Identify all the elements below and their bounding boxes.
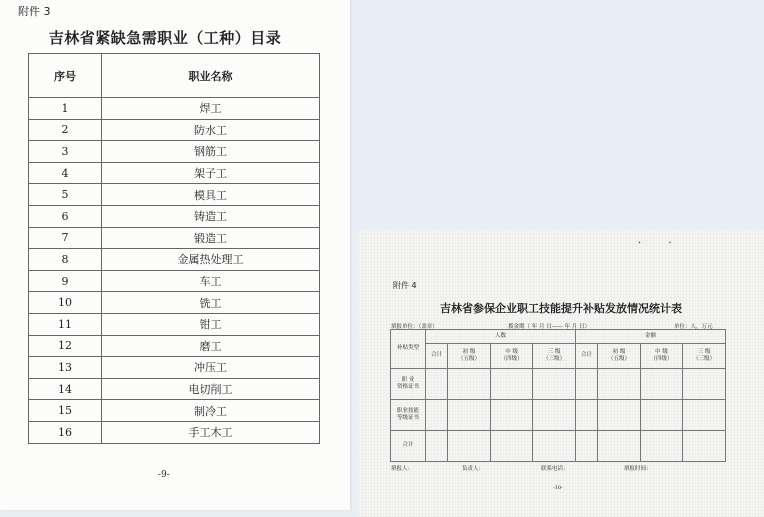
row-number: 6 (29, 205, 102, 227)
row-number: 5 (29, 184, 102, 206)
table-cell (640, 400, 683, 431)
table-row (29, 205, 320, 227)
row-number: 1 (29, 98, 102, 120)
row-number: 12 (29, 335, 102, 357)
table-row (391, 400, 726, 431)
table-cell (640, 431, 683, 462)
reporting-unit: 填报单位：（盖章） (391, 324, 438, 330)
table-cell (533, 431, 576, 462)
table-subheader-row (391, 344, 726, 369)
occupation-name: 钳工 (102, 313, 320, 335)
occupation-name: 车工 (102, 270, 320, 292)
table-cell (533, 369, 576, 400)
header-people: 人数 (426, 330, 576, 344)
table-row (29, 421, 320, 443)
row-label-skill-level: 职业技能 等级证书 (391, 400, 426, 431)
document-page-9 (0, 0, 350, 510)
document-page-10 (358, 230, 764, 517)
table-row (29, 184, 320, 206)
table-header-row (29, 54, 320, 98)
header-senior: 三 级 （三级） (533, 344, 576, 369)
table-row (29, 249, 320, 271)
row-number: 8 (29, 249, 102, 271)
row-number: 2 (29, 119, 102, 141)
table-cell (640, 369, 683, 400)
occupation-name: 模具工 (102, 184, 320, 206)
row-label-total: 合计 (391, 431, 426, 462)
table-row (391, 431, 726, 462)
table-header-row (391, 330, 726, 344)
row-number: 10 (29, 292, 102, 314)
occupation-name: 铸造工 (102, 205, 320, 227)
page-number: -9- (158, 470, 170, 480)
footer-filler: 填报人： (391, 466, 414, 472)
occupation-name: 铣工 (102, 292, 320, 314)
row-number: 16 (29, 421, 102, 443)
table-row (29, 313, 320, 335)
table-cell (683, 369, 726, 400)
table-cell (598, 431, 641, 462)
header-subsidy-type: 补贴类型 (391, 330, 426, 369)
table-cell (448, 431, 491, 462)
occupation-table (28, 53, 320, 444)
table-row (29, 378, 320, 400)
table-cell (426, 400, 448, 431)
table-row (29, 98, 320, 120)
table-row (29, 141, 320, 163)
occupation-name: 焊工 (102, 98, 320, 120)
row-number: 4 (29, 162, 102, 184)
occupation-name: 制冷工 (102, 400, 320, 422)
row-number: 15 (29, 400, 102, 422)
table-row (29, 357, 320, 379)
occupation-name: 锻造工 (102, 227, 320, 249)
table-row (29, 227, 320, 249)
occupation-name: 架子工 (102, 162, 320, 184)
occupation-name: 手工木工 (102, 421, 320, 443)
header-total: 合计 (575, 344, 597, 369)
table-row (29, 270, 320, 292)
subsidy-statistics-table (390, 329, 726, 462)
header-number: 序号 (29, 54, 102, 98)
table-row (391, 369, 726, 400)
footer-fill-date: 填报时间： (624, 466, 652, 472)
table-cell (683, 400, 726, 431)
date-range: 拨金期（ 年 月 日—— 年 月 日） (508, 324, 590, 330)
row-number: 13 (29, 357, 102, 379)
scan-marks: · · (638, 238, 684, 249)
table-cell (598, 400, 641, 431)
header-senior: 三 级 （三级） (683, 344, 726, 369)
header-total: 合计 (426, 344, 448, 369)
header-occupation: 职业名称 (102, 54, 320, 98)
table-row (29, 119, 320, 141)
row-label-qualification: 职 业 资格证书 (391, 369, 426, 400)
row-number: 9 (29, 270, 102, 292)
attachment-label: 附件 3 (18, 5, 51, 18)
page-title: 吉林省参保企业职工技能提升补贴发放情况统计表 (440, 302, 682, 315)
header-middle: 中 级 （四级） (490, 344, 533, 369)
header-amount: 金额 (575, 330, 725, 344)
table-cell (490, 400, 533, 431)
table-row (29, 400, 320, 422)
occupation-name: 金属热处理工 (102, 249, 320, 271)
row-number: 11 (29, 313, 102, 335)
table-row (29, 335, 320, 357)
table-cell (575, 400, 597, 431)
table-cell (575, 431, 597, 462)
table-cell (490, 431, 533, 462)
header-primary: 初 级 （五级） (598, 344, 641, 369)
table-cell (448, 400, 491, 431)
table-cell (448, 369, 491, 400)
attachment-label: 附件 4 (393, 281, 417, 290)
table-cell (533, 400, 576, 431)
page-number: -10- (553, 485, 563, 491)
table-row (29, 162, 320, 184)
units-note: 单位：人，万元 (674, 324, 713, 330)
occupation-name: 电切削工 (102, 378, 320, 400)
table-cell (426, 431, 448, 462)
table-cell (575, 369, 597, 400)
header-middle: 中 级 （四级） (640, 344, 683, 369)
occupation-name: 钢筋工 (102, 141, 320, 163)
table-row (29, 292, 320, 314)
row-number: 3 (29, 141, 102, 163)
table-cell (490, 369, 533, 400)
table-cell (426, 369, 448, 400)
occupation-name: 冲压工 (102, 357, 320, 379)
footer-phone: 联系电话： (541, 466, 569, 472)
occupation-name: 磨工 (102, 335, 320, 357)
occupation-name: 防水工 (102, 119, 320, 141)
row-number: 7 (29, 227, 102, 249)
table-cell (683, 431, 726, 462)
footer-responsible: 负责人： (462, 466, 485, 472)
header-primary: 初 级 （五级） (448, 344, 491, 369)
page-title: 吉林省紧缺急需职业（工种）目录 (48, 29, 282, 47)
row-number: 14 (29, 378, 102, 400)
table-cell (598, 369, 641, 400)
